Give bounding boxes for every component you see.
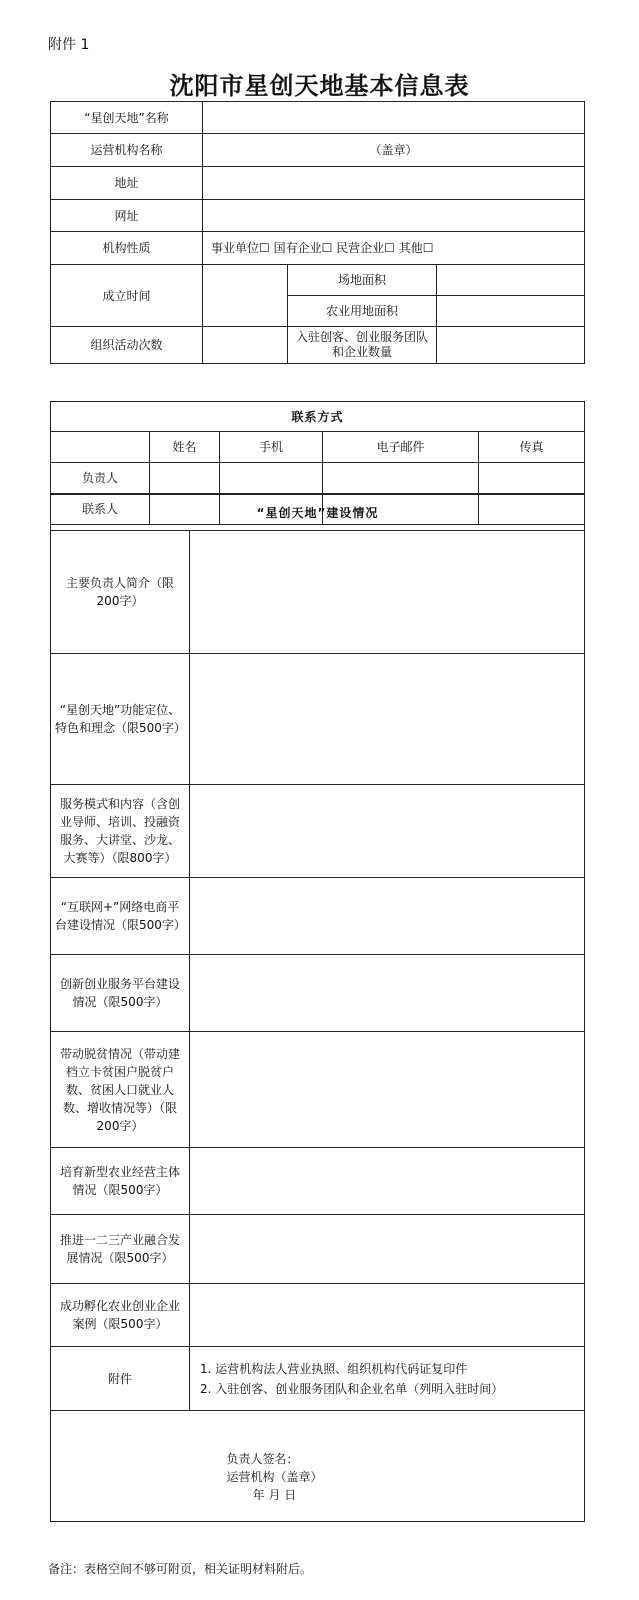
address-label: 地址 — [51, 167, 203, 200]
incubation-cases-field[interactable] — [190, 1284, 585, 1347]
activities-field[interactable] — [203, 327, 288, 364]
attachment-item: 1. 运营机构法人营业执照、组织机构代码证复印件 — [200, 1361, 468, 1376]
table-row — [51, 1148, 585, 1215]
table-row — [51, 402, 585, 432]
page-title: 沈阳市星创天地基本信息表 — [169, 71, 470, 100]
teams-label: 入驻创客、创业服务团队和企业数量 — [288, 327, 437, 364]
activities-label: 组织活动次数 — [51, 327, 203, 364]
table-row — [51, 102, 585, 134]
website-label: 网址 — [51, 200, 203, 232]
site-area-label: 场地面积 — [288, 265, 437, 296]
innovation-platform-label: 创新创业服务平台建设情况（限500字） — [51, 955, 190, 1032]
table-row — [51, 955, 585, 1032]
row-label-leader: 负责人 — [51, 463, 150, 494]
farm-area-label: 农业用地面积 — [288, 296, 437, 327]
table-row — [51, 200, 585, 232]
table-row — [51, 432, 585, 463]
table-row — [51, 1215, 585, 1284]
table-row — [51, 1032, 585, 1148]
leader-email-field[interactable] — [323, 463, 479, 494]
ecommerce-label: “互联网+”网络电商平台建设情况（限500字） — [51, 878, 190, 955]
site-area-field[interactable] — [437, 265, 585, 296]
attachment-item: 2. 入驻创客、创业服务团队和企业名单（列明入驻时间） — [200, 1381, 504, 1396]
nature-options[interactable]: 事业单位☐ 国有企业☐ 民营企业☐ 其他☐ — [203, 232, 585, 265]
leader-intro-label: 主要负责人简介（限200字） — [51, 531, 190, 654]
footnote: 备注：表格空间不够可附页，相关证明材料附后。 — [48, 1562, 313, 1576]
website-field[interactable] — [203, 200, 585, 232]
teams-field[interactable] — [437, 327, 585, 364]
innovation-platform-field[interactable] — [190, 955, 585, 1032]
ecommerce-field[interactable] — [190, 878, 585, 955]
attachment-number: 附件 1 — [48, 37, 90, 53]
table-row — [51, 134, 585, 167]
table-row — [51, 1284, 585, 1347]
column-header-mobile: 手机 — [220, 432, 323, 463]
construction-section-title: “星创天地”建设情况 — [51, 495, 585, 531]
incubation-cases-label: 成功孵化农业创业企业案例（限500字） — [51, 1284, 190, 1347]
table-row — [51, 1347, 585, 1411]
leader-mobile-field[interactable] — [220, 463, 323, 494]
agri-entities-field[interactable] — [190, 1148, 585, 1215]
column-header-name: 姓名 — [150, 432, 220, 463]
address-field[interactable] — [203, 167, 585, 200]
signature-date: 年 月 日 — [252, 1488, 297, 1502]
service-mode-label: 服务模式和内容（含创业导师、培训、投融资服务、大讲堂、沙龙、大赛等）（限800字） — [51, 785, 190, 878]
column-header-email: 电子邮件 — [323, 432, 479, 463]
farm-area-field[interactable] — [437, 296, 585, 327]
poverty-label: 带动脱贫情况（带动建档立卡贫困户脱贫户数、贫困人口就业人数、增收情况等）（限200字） — [51, 1032, 190, 1148]
positioning-label: “星创天地”功能定位、特色和理念（限500字） — [51, 654, 190, 785]
table-row — [51, 1411, 585, 1522]
poverty-field[interactable] — [190, 1032, 585, 1148]
table-row — [51, 265, 585, 296]
nature-label: 机构性质 — [51, 232, 203, 265]
positioning-field[interactable] — [190, 654, 585, 785]
table-row — [51, 654, 585, 785]
table-row — [51, 167, 585, 200]
operator-label: 运营机构名称 — [51, 134, 203, 167]
founded-field[interactable] — [203, 265, 288, 327]
table-row — [51, 232, 585, 265]
attachment-label: 附件 — [51, 1347, 190, 1411]
table-row — [51, 531, 585, 654]
operator-field[interactable] — [203, 134, 585, 167]
basic-info-table — [50, 101, 585, 364]
industry-integration-field[interactable] — [190, 1215, 585, 1284]
table-row — [51, 327, 585, 364]
agri-entities-label: 培育新型农业经营主体情况（限500字） — [51, 1148, 190, 1215]
contact-section-title: 联系方式 — [51, 402, 585, 432]
operator-seal-label: 运营机构（盖章） — [226, 1470, 323, 1484]
operator-seal: （盖章） — [369, 143, 418, 157]
attachment-list — [190, 1347, 585, 1411]
construction-table — [50, 494, 585, 1522]
signature-block[interactable] — [51, 1411, 585, 1522]
table-row — [51, 785, 585, 878]
name-field[interactable] — [203, 102, 585, 134]
leader-name-field[interactable] — [150, 463, 220, 494]
row-label-contact: 联系人 — [51, 494, 150, 525]
name-label: “星创天地”名称 — [51, 102, 203, 134]
founded-label: 成立时间 — [51, 265, 203, 327]
table-row — [51, 463, 585, 494]
leader-intro-field[interactable] — [190, 531, 585, 654]
column-header-fax: 传真 — [479, 432, 585, 463]
leader-fax-field[interactable] — [479, 463, 585, 494]
service-mode-field[interactable] — [190, 785, 585, 878]
leader-signature-label: 负责人签名： — [226, 1452, 299, 1466]
contact-header-blank — [51, 432, 150, 463]
table-row — [51, 495, 585, 531]
industry-integration-label: 推进一二三产业融合发展情况（限500字） — [51, 1215, 190, 1284]
table-row — [51, 878, 585, 955]
